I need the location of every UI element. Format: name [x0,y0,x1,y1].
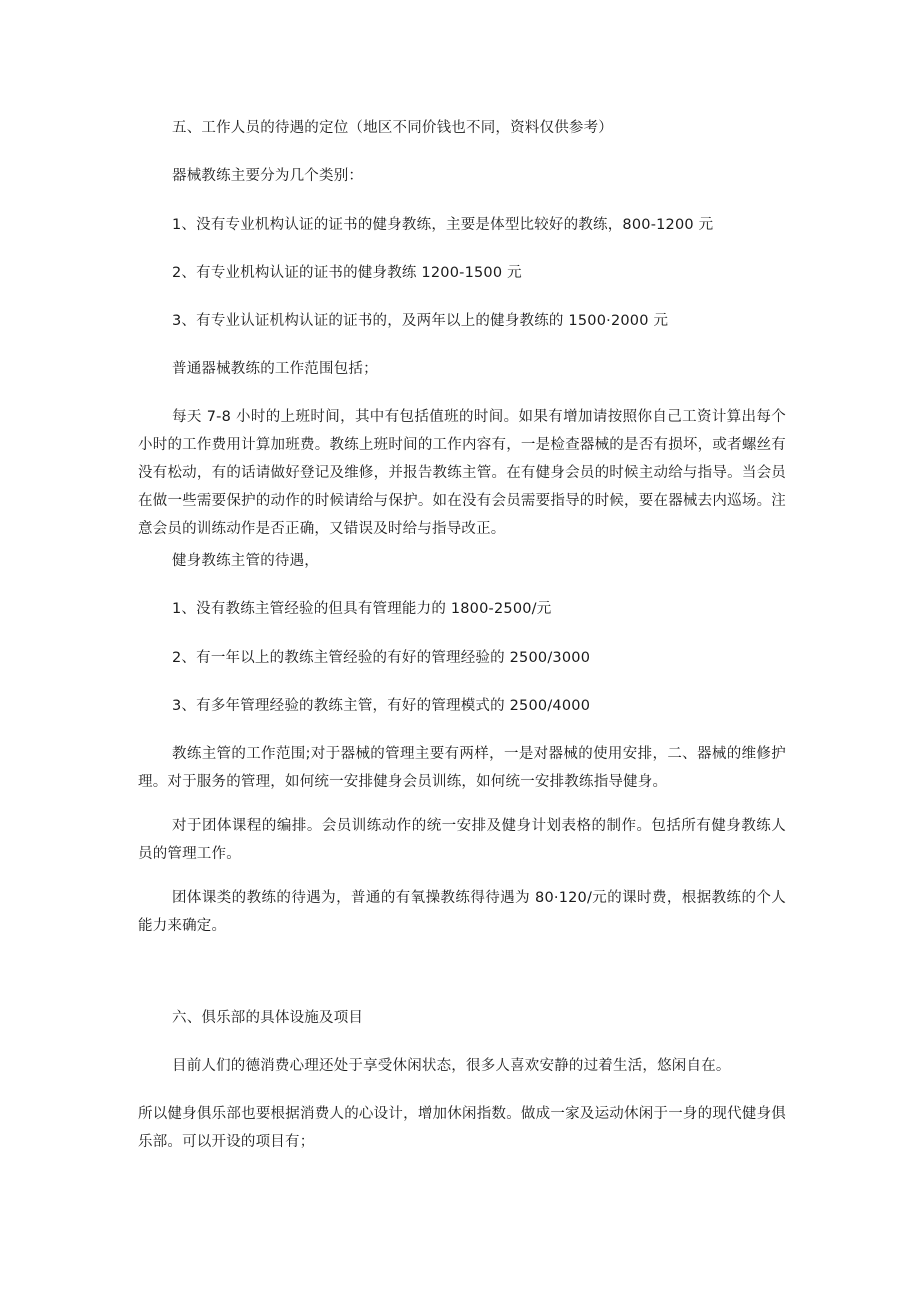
equipment-intro: 器械教练主要分为几个类别： [172,168,364,184]
section6-para1: 目前人们的德消费心理还处于享受休闲状态，很多人喜欢安静的过着生活，悠闲自在。 [172,1058,731,1074]
equipment-level-2: 2、有专业机构认证的证书的健身教练 1200-1500 元 [172,265,522,281]
section6-heading: 六、俱乐部的具体设施及项目 [172,1010,364,1026]
group-pay: 团体课类的教练的待遇为，普通的有氧操教练得待遇为 80·120∕元的课时费，根据教练的个人能力来确定。 [138,890,786,934]
supervisor-level-2: 2、有一年以上的教练主管经验的有好的管理经验的 2500/3000 [172,650,591,666]
supervisor-scope: 教练主管的工作范围;对于器械的管理主要有两样，一是对器械的使用安排，二、器械的维修护理。对于服务的管理，如何统一安排健身会员训练，如何统一安排教练指导健身。 [138,746,786,790]
group-course: 对于团体课程的编排。会员训练动作的统一安排及健身计划表格的制作。包括所有健身教练人员的管理工作。 [138,818,786,862]
supervisor-level-1: 1、没有教练主管经验的但具有管理能力的 1800-2500/元 [172,601,552,617]
equipment-level-3: 3、有专业认证机构认证的证书的，及两年以上的健身教练的 1500·2000 元 [172,313,669,329]
supervisor-level-3: 3、有多年管理经验的教练主管，有好的管理模式的 2500/4000 [172,698,591,714]
equipment-level-1: 1、没有专业机构认证的证书的健身教练，主要是体型比较好的教练，800-1200 元 [172,217,714,233]
section5-heading: 五、工作人员的待遇的定位（地区不同价钱也不同，资料仅供参考） [172,120,613,136]
section6-para2: 所以健身俱乐部也要根据消费人的心设计，增加休闲指数。做成一家及运动休闲于一身的现代健身俱乐部。可以开设的项目有； [138,1106,786,1150]
supervisor-heading: 健身教练主管的待遇， [172,553,319,569]
scope-text: 每天 7-8 小时的上班时间，其中有包括值班的时间。如果有增加请按照你自己工资计算出每个小时的工作费用计算加班费。教练上班时间的工作内容有，一是检查器械的是否有损坏，或者螺丝有没有松动，有的话请做好登记及维修，并报告教练主管。在有健身会员的时候主动给与指导。当会员在做一些需要保护的动作的时候请给与保护。如在没有会员需要指导的时候，要在器械去内巡场。注意会员的训练动作是否正确，又错误及时给与指导改正。 [138,409,786,537]
scope-heading: 普通器械教练的工作范围包括； [172,361,378,377]
